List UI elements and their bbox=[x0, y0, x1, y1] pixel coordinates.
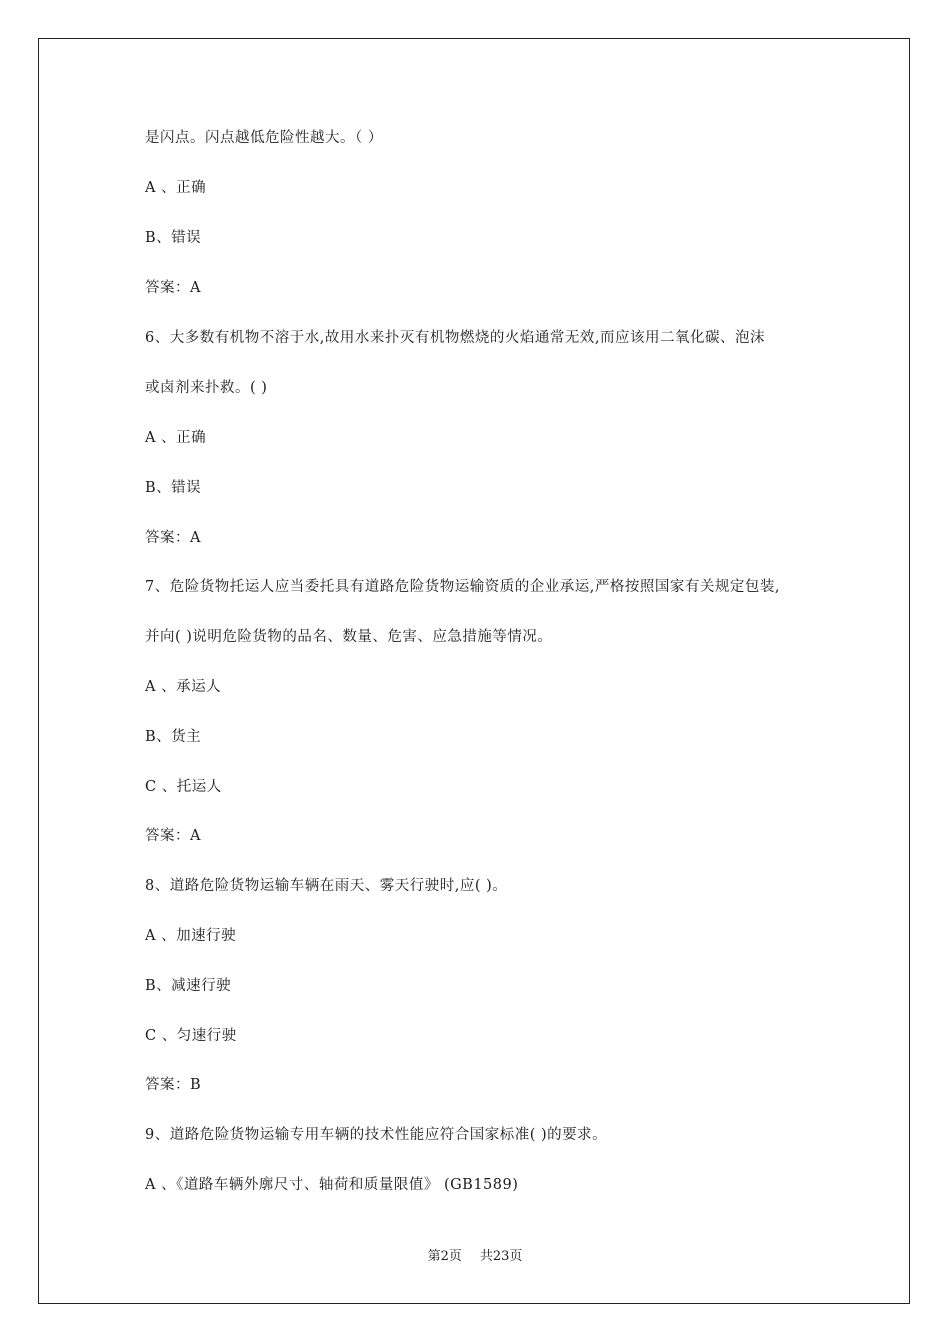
answer: 答案：B bbox=[145, 1077, 202, 1093]
option-b: B、错误 bbox=[145, 230, 202, 246]
question-6-cont: 或卤剂来扑救。( ) bbox=[145, 380, 268, 396]
page-footer bbox=[0, 1248, 950, 1266]
option-b: B、错误 bbox=[145, 480, 202, 496]
option-b: B、减速行驶 bbox=[145, 978, 232, 994]
option-a: A 、正确 bbox=[145, 430, 207, 446]
page-number: 第2页 bbox=[427, 1249, 462, 1264]
option-a: A 、正确 bbox=[145, 180, 207, 196]
answer: 答案：A bbox=[145, 530, 201, 546]
option-a: A 、《道路车辆外廓尺寸、轴荷和质量限值》 (GB1589) bbox=[145, 1177, 519, 1193]
question-7: 7、危险货物托运人应当委托具有道路危险货物运输资质的企业承运,严格按照国家有关规定包装, bbox=[145, 579, 780, 595]
option-a: A 、承运人 bbox=[145, 679, 222, 695]
answer: 答案：A bbox=[145, 828, 201, 844]
question-6: 6、大多数有机物不溶于水,故用水来扑灭有机物燃烧的火焰通常无效,而应该用二氧化碳、泡沫 bbox=[145, 330, 765, 346]
option-c: C 、托运人 bbox=[145, 779, 222, 795]
option-b: B、货主 bbox=[145, 729, 202, 745]
text-line: 是闪点。闪点越低危险性越大。（ ） bbox=[145, 130, 383, 146]
question-7-cont: 并向( )说明危险货物的品名、数量、危害、应急措施等情况。 bbox=[145, 629, 553, 645]
question-9: 9、道路危险货物运输专用车辆的技术性能应符合国家标准( )的要求。 bbox=[145, 1127, 608, 1143]
answer: 答案：A bbox=[145, 280, 201, 296]
page-total: 共23页 bbox=[479, 1249, 523, 1264]
question-8: 8、道路危险货物运输车辆在雨天、雾天行驶时,应( )。 bbox=[145, 878, 508, 894]
option-c: C 、匀速行驶 bbox=[145, 1028, 237, 1044]
option-a: A 、加速行驶 bbox=[145, 928, 237, 944]
